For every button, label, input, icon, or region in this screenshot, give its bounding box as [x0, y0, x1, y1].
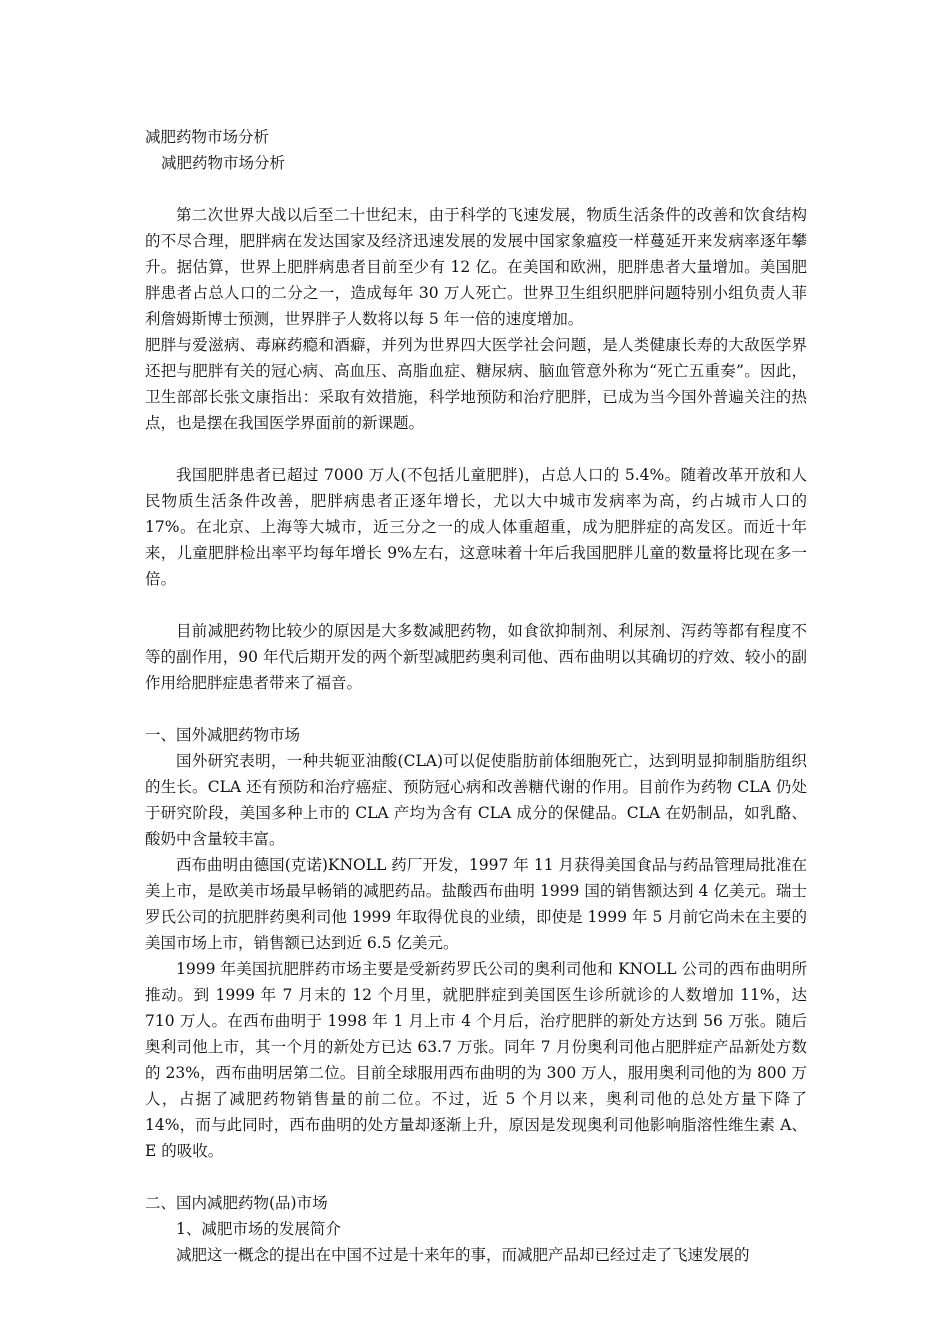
paragraph-china-obesity: 我国肥胖患者已超过 7000 万人(不包括儿童肥胖)，占总人口的 5.4%。随着改革开放和人民物质生活条件改善，肥胖病患者正逐年增长，尤以大中城市发病率为高，约占城市人口的 17%。在北京、上海等大城市，近三分之一的成人体重超重，成为肥胖症的高发区。而近十年来，儿童肥胖检出率平均每年增长 9%左右，这意味着十年后我国肥胖儿童的数量将比现在多一倍。 [145, 466, 807, 588]
paragraph-social-problem: 肥胖与爱滋病、毒麻药瘾和酒癖，并列为世界四大医学社会问题，是人类健康长寿的大敌医学界还把与肥胖有关的冠心病、高血压、高脂血症、糖尿病、脑血管意外称为“死亡五重奏”。因此，卫生部部长张文康指出：采取有效措施，科学地预防和治疗肥胖，已成为当今国外普遍关注的热点，也是摆在我国医学界面前的新课题。 [145, 336, 807, 432]
paragraph-us-market-1999: 1999 年美国抗肥胖药市场主要是受新药罗氏公司的奥利司他和 KNOLL 公司的西布曲明所推动。到 1999 年 7 月末的 12 个月里，就肥胖症到美国医生诊所就诊的人数增加 11%，达 710 万人。在西布曲明于 1998 年 1 月上市 4 个月后，治疗肥胖的新处方达到 56 万张。随后奥利司他上市，其一个月的新处方已达 63.7 万张。同年 7 月份奥利司他占肥胖症产品新处方数的 23%，西布曲明居第二位。目前全球服用西布曲明的为 300 万人，服用奥利司他的为 800 万人，占据了减肥药物销售量的前二位。不过，近 5 个月以来，奥利司他的总处方量下降了 14%，而与此同时，西布曲明的处方量却逐渐上升，原因是发现奥利司他影响脂溶性维生素 A、E 的吸收。 [145, 960, 807, 1160]
section-heading-foreign-market: 一、国外减肥药物市场 [145, 726, 301, 744]
paragraph-cla: 国外研究表明，一种共轭亚油酸(CLA)可以促使脂肪前体细胞死亡，达到明显抑制脂肪组织的生长。CLA 还有预防和治疗癌症、预防冠心病和改善糖代谢的作用。目前作为药物 CLA 仍处于研究阶段，美国多种上市的 CLA 产均为含有 CLA 成分的保健品。CLA 在奶制品，如乳酪、酸奶中含量较丰富。 [145, 752, 807, 848]
document-title: 减肥药物市场分析 [145, 128, 270, 146]
paragraph-market-development: 减肥这一概念的提出在中国不过是十来年的事，而减肥产品却已经过走了飞速发展的 [176, 1246, 750, 1264]
document-subtitle: 减肥药物市场分析 [161, 154, 286, 172]
paragraph-drug-side-effects: 目前减肥药物比较少的原因是大多数减肥药物，如食欲抑制剂、利尿剂、泻药等都有程度不等的副作用，90 年代后期开发的两个新型减肥药奥利司他、西布曲明以其确切的疗效、较小的副作用给肥胖症患者带来了福音。 [145, 622, 807, 692]
paragraph-intro: 第二次世界大战以后至二十世纪末，由于科学的飞速发展，物质生活条件的改善和饮食结构的不尽合理，肥胖病在发达国家及经济迅速发展的发展中国家象瘟疫一样蔓延开来发病率逐年攀升。据估算，世界上肥胖病患者目前至少有 12 亿。在美国和欧洲，肥胖患者大量增加。美国肥胖患者占总人口的二分之一，造成每年 30 万人死亡。世界卫生组织肥胖问题特别小组负责人菲利詹姆斯博士预测，世界胖子人数将以每 5 年一倍的速度增加。 [145, 206, 807, 328]
section-heading-domestic-market: 二、国内减肥药物(品)市场 [145, 1194, 328, 1212]
document-page [145, 124, 807, 1268]
subsection-heading-market-development: 1、减肥市场的发展简介 [176, 1220, 341, 1238]
paragraph-sibutramine: 西布曲明由德国(克诺)KNOLL 药厂开发，1997 年 11 月获得美国食品与药品管理局批准在美上市，是欧美市场最早畅销的减肥药品。盐酸西布曲明 1999 国的销售额达到 4 亿美元。瑞士罗氏公司的抗肥胖药奥利司他 1999 年取得优良的业绩，即使是 1999 年 5 月前它尚未在主要的美国市场上市，销售额已达到近 6.5 亿美元。 [145, 856, 807, 952]
